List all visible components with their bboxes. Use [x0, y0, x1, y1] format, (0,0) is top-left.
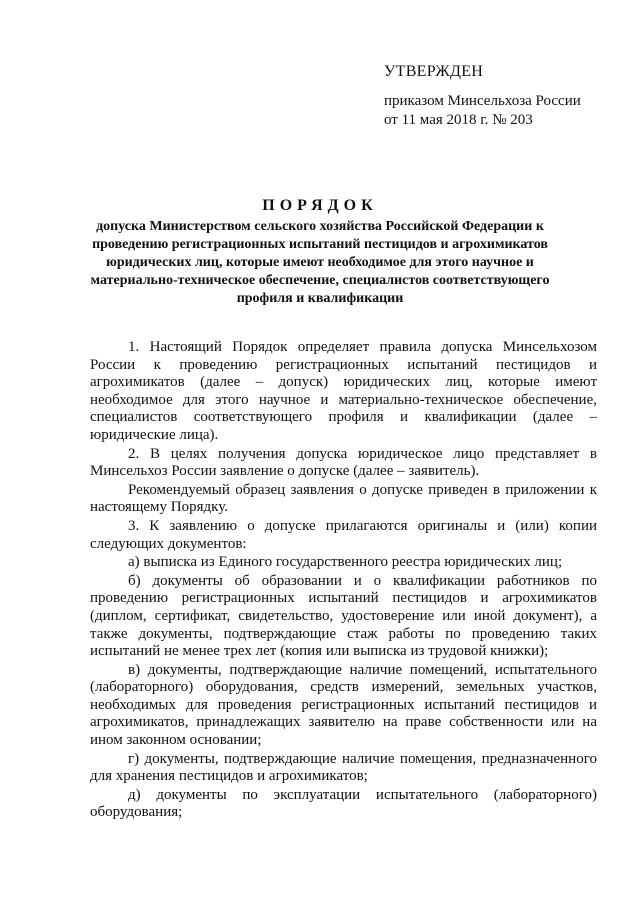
approval-heading: УТВЕРЖДЕН — [384, 63, 484, 80]
list-item-g: г) документы, подтверждающие наличие помещения, предназначенного для хранения пестицидов и агрохимикатов; — [90, 750, 597, 785]
title-word: ПОРЯДОК — [262, 197, 378, 214]
list-item-d: д) документы по эксплуатации испытательного (лабораторного) оборудования; — [90, 786, 597, 821]
paragraph-1: 1. Настоящий Порядок определяет правила допуска Минсельхозом России к проведению регистрационных испытаний пестицидов и агрохимикатов (далее – допуск) юридических лиц, которые имеют необходимое для этого научное и материально-техническое обеспечение, специалистов соответствующего профиля и квалификации (далее – юридические лица). — [90, 339, 597, 443]
list-item-b: б) документы об образовании и о квалификации работников по проведению регистрационных испытаний пестицидов и агрохимикатов (диплом, сертификат, свидетельство, удостоверение или иной документ), а также документы, подтверждающие стаж работы по проведению таких испытаний не менее трех лет (копия или выписка из трудовой книжки); — [90, 572, 597, 660]
document-title — [85, 196, 555, 308]
list-item-a: а) выписка из Единого государственного реестра юридических лиц; — [128, 554, 563, 571]
paragraph-3: Рекомендуемый образец заявления о допуске приведен в приложении к настоящему Порядку. — [90, 481, 597, 516]
approval-order-line: приказом Минсельхоза России — [384, 93, 581, 109]
title-subtitle: допуска Министерством сельского хозяйства Российской Федерации к проведению регистрационных испытаний пестицидов и агрохимикатов юридических лиц, которые имеют необходимое для этого научное и материально-техническое обеспечение, специалистов соответствующего профиля и квалификации — [90, 219, 550, 306]
document-body — [90, 339, 597, 823]
approval-date-line: от 11 мая 2018 г. № 203 — [384, 112, 533, 128]
paragraph-2: 2. В целях получения допуска юридическое лицо представляет в Минсельхоз России заявление о допуске (далее – заявитель). — [90, 445, 597, 480]
approval-block — [384, 62, 624, 130]
list-item-v: в) документы, подтверждающие наличие помещений, испытательного (лабораторного) оборудования, средств измерений, земельных участков, необходимых для проведения регистрационных испытаний пестицидов и агрохимикатов, принадлежащих заявителю на праве собственности или на ином законном основании; — [90, 661, 597, 749]
paragraph-4: 3. К заявлению о допуске прилагаются оригиналы и (или) копии следующих документов: — [90, 517, 597, 552]
